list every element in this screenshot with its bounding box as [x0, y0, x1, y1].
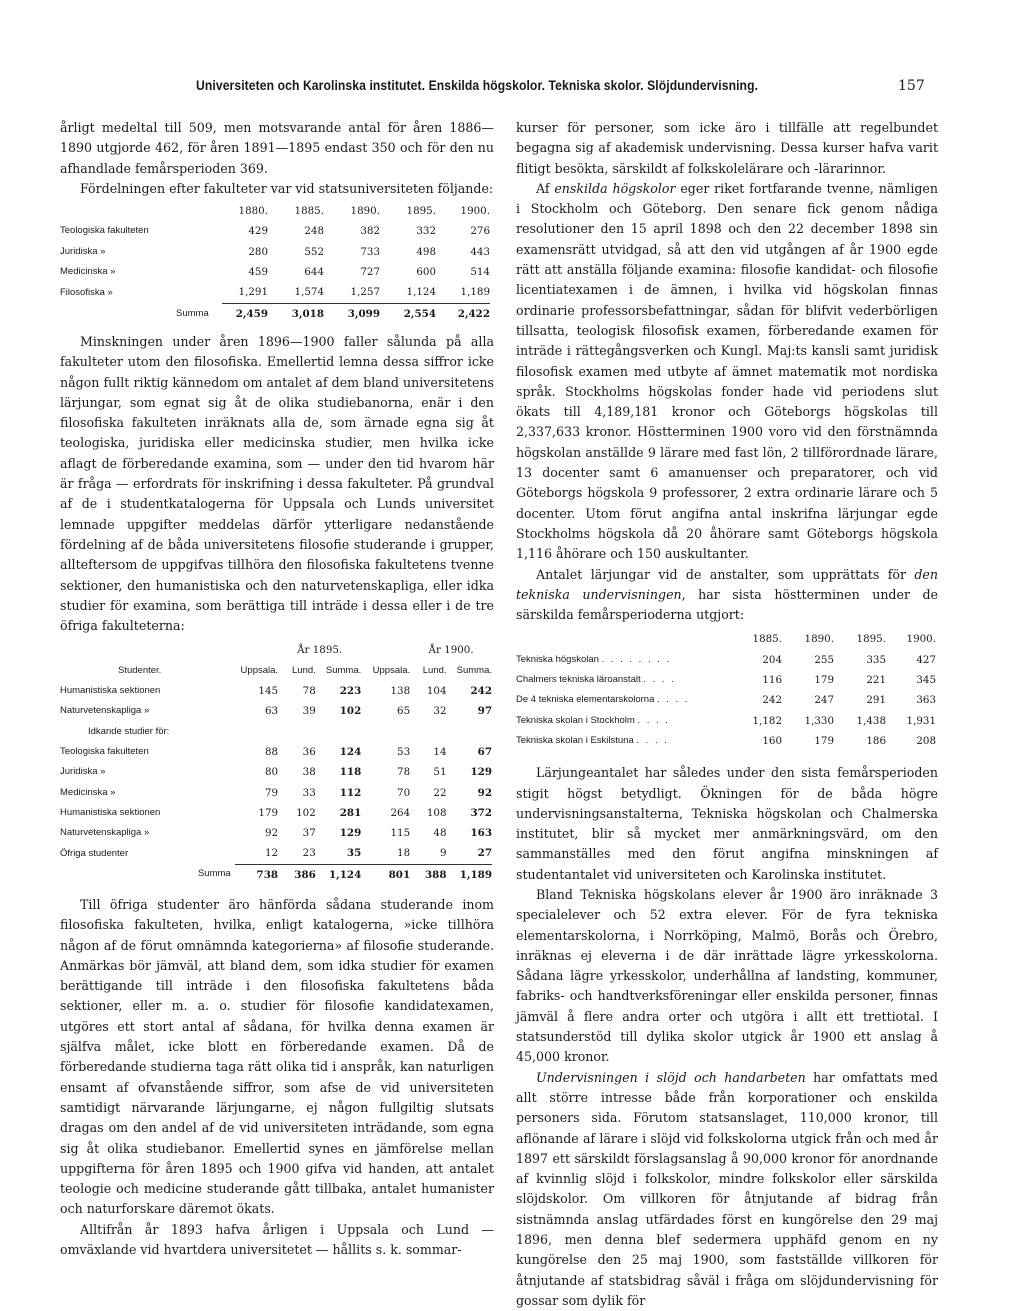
paragraph: årligt medeltal till 509, men motsvarande antal för åren 1886—1890 utgjorde 462, för åren 1891—1895 endast 350 och för den nu afhandlade femårsperioden 369.: [60, 120, 494, 176]
paragraph: Fördelningen efter fakulteter var vid statsuniversiteten följande:: [80, 180, 494, 196]
table-row: Tekniska skolan i Stockholm . . . . 1,182 1,330 1,438 1,931: [516, 714, 936, 727]
table-row: Humanistiska sektionen 179 102 281 264 108 372: [60, 806, 492, 819]
paragraph: Minskningen under åren 1896—1900 faller sålunda på alla fakulteter utom den filosofiska. Emellertid lemna dessa siffror icke någon fullt riktig kännedom om antalet af dem bland universitetens lärjungar, som egnat sig åt de olika studiebanorna, enär i den filosofiska fakulteten inräknats alla de, som ärnade egna sig åt teologiska, juridiska eller medicinska studier, men hvilka icke aflagt de förberedande examina, som — under den tid hvarom här är fråga — erfordrats för inskrifning i dessa fakulteter. På grundval af de i studentkatalogerna för Uppsala och Lunds universitet lemnade uppgifter meddelas därför ytterligare nedanstående fördelning af de båda universitetens filosofie studerande i grupper, allteftersom de uppgifvas tillhöra den filosofiska fakultetens tvenne sektioner, den humanistiska och den naturvetenskapliga, eller idka studier för examina, som berättiga till inträde i dessa eller i de tre öfriga fakulteterna:: [60, 333, 494, 634]
table-row: Naturvetenskapliga » 92 37 129 115 48 163: [60, 827, 492, 840]
paragraph: Alltifrån år 1893 hafva årligen i Uppsala och Lund — omväxlande vid hvartdera universitetet — hållits s. k. sommar-: [60, 1221, 494, 1258]
sum-row: 2,459 3,018 3,099 2,554 2,422: [60, 303, 490, 324]
table-row: Teologiska fakulteten 88 36 124 53 14 67: [60, 745, 492, 758]
table-row: Teologiska fakulteten 429 248 382 332 276: [60, 225, 490, 238]
paragraph: Af enskilda högskolor eger riket fortfarande tvenne, nämligen i Stockholm och Göteborg. Den senare fick genom nådiga resolutioner den 15 april 1898 och den 22 december 1898 sin examensrätt utvidgad, så att den vid utgången af år 1900 egde rätt att anställa följande examina: filosofie kandidat- och filosofie licentiatexamen i de ämnen, i hvilka vid högskolan finnas ordinarie professorsbefattningar, sådan för blifvit vederbörligen tillsatta, teologisk filosofisk examen, förberedande examen för inträde i rättegångsverken och Kungl. Maj:ts kansli samt juridisk filosofisk examen med utbyte af ämnet matematik mot nordiska språk. Stockholms högskolas fonder hade vid periodens slut ökats till 4,189,181 kronor och Göteborgs högskolas till 2,337,633 kronor. Höstterminen 1900 voro vid den förstnämnda högskolan anställde 9 lärare med fast lön, 2 tillförordnade lärare, 13 docenter samt 6 amanuenser och preparatorer, och vid Göteborgs högskola 9 professorer, 2 extra ordinarie lärare och 5 docenter. Utom förut angifna antal inskrifna lärjungar egde Stockholms högskola då 20 åhörare samt Göteborgs högskola 1,116 åhörare och 150 auskultanter.: [516, 180, 938, 562]
table-row: Filosofiska » 1,291 1,574 1,257 1,124 1,189: [60, 286, 490, 299]
year-header: 1880.: [238, 205, 268, 218]
header-title: Universiteten och Karolinska institutet. Enskilda högskolor. Tekniska skolor. Slöjdundervisning.: [196, 78, 759, 93]
paragraph: Bland Tekniska högskolans elever år 1900 äro inräknade 3 specialelever och 52 extra elever. För de fyra tekniska elementarskolorna, i Norrköping, Malmö, Borås och Örebro, inräknas ej eleverna i de där inrättade lägre yrkesskolorna. Sådana lägre yrkesskolor, underhållna af landsting, kommuner, fabriks- och handtverksföreningar eller enskilda personer, finnas jämväl å flere andra orter och utgöra i allt ett trettiotal. I statsunderstöd till dylika skolor utgick år 1900 ett anslag å 45,000 kronor.: [516, 886, 938, 1065]
paragraph: Antalet lärjungar vid de anstalter, som upprättats för den tekniska undervisningen, har sista höstterminen under de särskilda femårsperioderna utgjort:: [516, 566, 938, 623]
table-row: Humanistiska sektionen 145 78 223 138 104 242: [60, 685, 492, 698]
table-row: Medicinska » 79 33 112 70 22 92: [60, 786, 492, 799]
page-number: 157: [898, 78, 925, 94]
sum-row: Summa 738 386 1,124 801 388 1,189: [60, 864, 492, 885]
table-row: Tekniska skolan i Eskilstuna . . . . 160 179 186 208: [516, 734, 936, 747]
technical-schools-table: 1885. 1890. 1895. 1900. Tekniska högskolan . . . . . . . . 204 255 335 427 Chalmers tekniska läroanstalt . . . . 116 179 221 345 De 4 tekniska elementarskolorna . . . . 242 247 291 363 Tekniska skolan i Stockholm . . . . 1,182 1,330 1,438 1,931 Tekniska skolan i Eskilstuna . . . . 160 179 186 208: [516, 629, 936, 751]
paragraph: Lärjungeantalet har således under den sista femårsperioden stigit högst betydligt. Ökningen för de båda högre undervisningsanstalterna, Tekniska högskolan och Chalmerska institutet, blir så mycket mer anmärkningsvärd, om den sammanställes med den förut angifna minskningen af studentantalet vid universiteten och Karolinska institutet.: [516, 765, 938, 882]
year-header: 1895.: [406, 205, 436, 218]
table-row: Naturvetenskapliga » 63 39 102 65 32 97: [60, 705, 492, 718]
faculty-table: [60, 201, 490, 324]
sum-label: Summa: [176, 308, 209, 320]
subheading: Idkande studier för:: [88, 725, 170, 737]
table-row: Juridiska » 280 552 733 498 443: [60, 245, 490, 258]
student-table: År 1895. År 1900. Studenter. Uppsala. Lund. Summa. Uppsala. Lund. Summa. Humanistiska sektionen 145 78 223 138 104 242 Naturvetenskapliga » 63 39 102 65 32 97 Idkande studier för: Teologiska fakulteten 88 36 124 53 14 67 Juridiska » 80 38 118 78 51 129 Medicinska » 79 33 112 70 22 92 Humanistiska sektionen 179 102 281 264 108 372 Naturvetenskapliga » 92 37 129 115 48 163 Öfriga studenter 12 23 35 18 9 27 Summa 738 386 1,124 801 388 1,189: [60, 640, 492, 885]
table-row: Juridiska » 80 38 118 78 51 129: [60, 766, 492, 779]
paragraph: Undervisningen i slöjd och handarbeten har omfattats med allt större intresse både från korporationer och enskilda personers sida. Förutom statsanslaget, 110,000 kronor, till aflönande af lärare i slöjd vid folkskolorna utgick från och med år 1897 ett särskildt förslagsanslag å 90,000 kronor för anordnande af kvinnlig slöjd i folkskolor, mindre folkskolor eller särskilda slöjdskolor. Om villkoren för åtnjutande af bidrag från sistnämnda anslag utfärdades först en kungörelse den 29 maj 1896, men denna blef sedermera upphäfd genom en ny kungörelse den 25 maj 1900, som fastställde villkoren för åtnjutande af statsbidrag såväl i fråga om slöjdundervisning för gossar som dylik för: [516, 1069, 938, 1308]
table-row: Tekniska högskolan . . . . . . . . 204 255 335 427: [516, 653, 936, 666]
paragraph: Till öfriga studenter äro hänförda sådana studerande inom filosofiska fakulteten, hvilka, enligt katalogerna, »icke tillhöra någon af de förut omnämnda kategorierna» af filosofie studerande. Anmärkas bör jämväl, att bland dem, som idka studier för examen berättigande till inträde i den filosofiska fakultetens båda sektioner, eller m. a. o. studier för filosofie kandidatexamen, utgöres ett stort antal af sådana, för hvilka denna examen är själfva målet, icke blott en förberedande examen. Då de förberedande studierna taga rätt olika tid i anspråk, kan naturligen ensamt af ofvanstående siffror, som afse de vid universiteten samtidigt närvarande lärjungarne, ej någon fullgiltig slutsats dragas om den andel af de vid universiteten inträdande, som egna sig åt olika studiebanor. Emellertid synes en jämförelse mellan uppgifterna för åren 1895 och 1900 gifva vid handen, att antalet teologie och medicine studerande gått tillbaka, antalet humanister och naturforskare däremot ökats.: [60, 896, 494, 1217]
table-row: Öfriga studenter 12 23 35 18 9 27: [60, 847, 492, 860]
table-row: De 4 tekniska elementarskolorna . . . . 242 247 291 363: [516, 694, 936, 707]
year-header: 1885.: [294, 205, 324, 218]
year-header: 1890.: [350, 205, 380, 218]
right-column: [516, 118, 938, 1311]
left-column: [60, 118, 494, 1260]
table-row: Chalmers tekniska läroanstalt . . . . 116 179 221 345: [516, 674, 936, 687]
running-header: [0, 78, 1024, 100]
paragraph: kurser för personer, som icke äro i tillfälle att regelbundet begagna sig af akademisk undervisning. Dessa kurser hafva varit flitigt besökta, särskildt af folkskolelärare och -lärarinnor.: [516, 120, 938, 176]
table-row: Medicinska » 459 644 727 600 514: [60, 266, 490, 279]
year-header: 1900.: [460, 205, 490, 218]
